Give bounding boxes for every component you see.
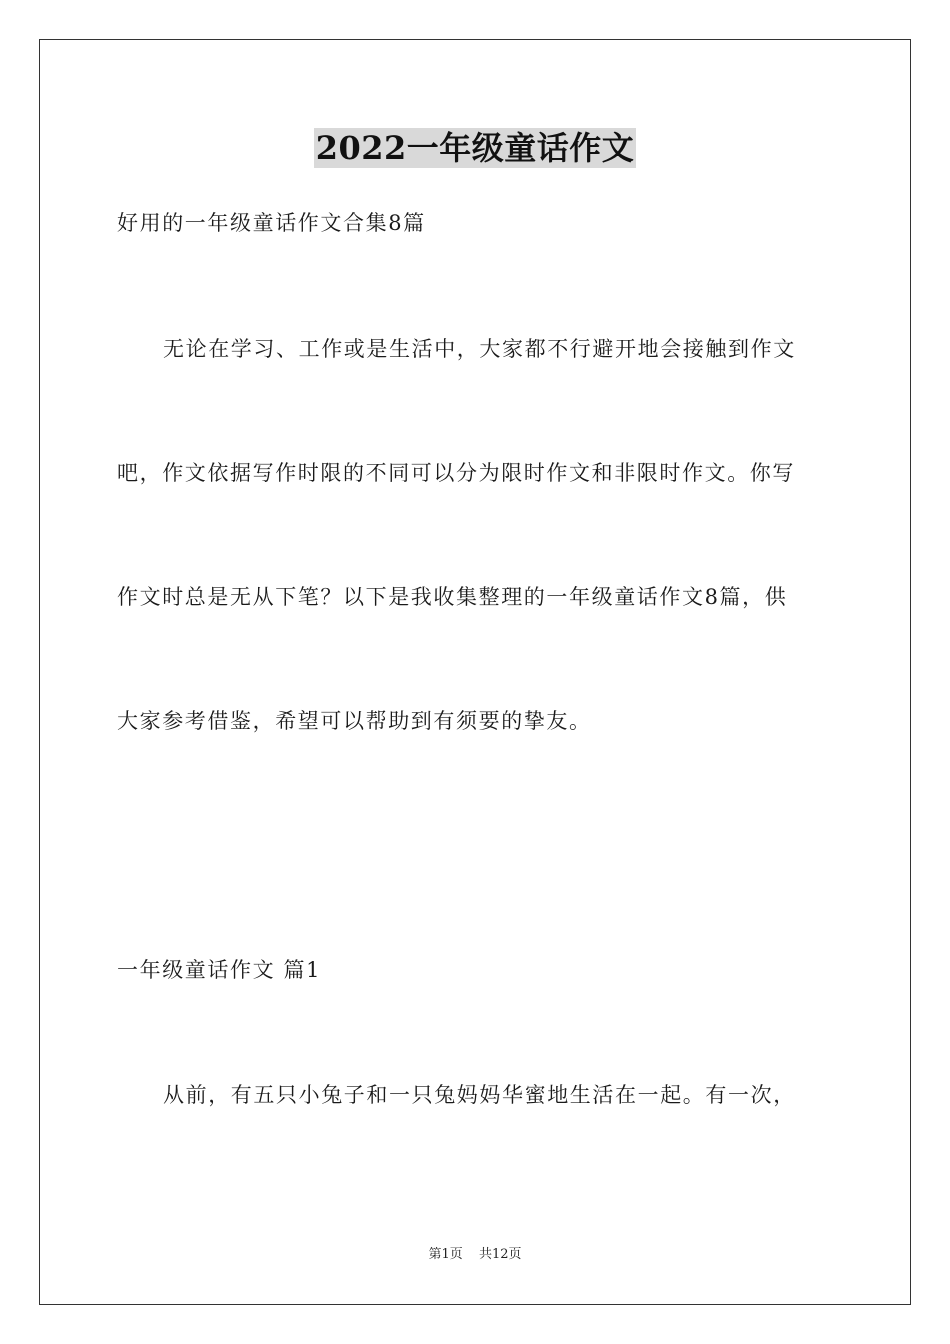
intro-line-4: 大家参考借鉴，希望可以帮助到有须要的挚友。 [117, 709, 592, 733]
title-container [0, 128, 950, 168]
intro-line-1: 无论在学习、工作或是生活中，大家都不行避开地会接触到作文 [163, 337, 796, 361]
intro-line-2: 吧，作文依据写作时限的不同可以分为限时作文和非限时作文。你写 [117, 461, 795, 485]
section-heading: 一年级童话作文 篇1 [117, 958, 322, 982]
intro-line-3: 作文时总是无从下笔？以下是我收集整理的一年级童话作文8篇，供 [117, 585, 788, 609]
document-title: 2022一年级童话作文 [315, 129, 635, 167]
section-first-line: 从前，有五只小兔子和一只兔妈妈华蜜地生活在一起。有一次， [163, 1083, 796, 1107]
page-number-total: 共12页 [478, 1247, 522, 1262]
page-number-current: 第1页 [428, 1247, 463, 1262]
page-footer [0, 1246, 950, 1264]
document-subtitle: 好用的一年级童话作文合集8篇 [117, 211, 426, 235]
